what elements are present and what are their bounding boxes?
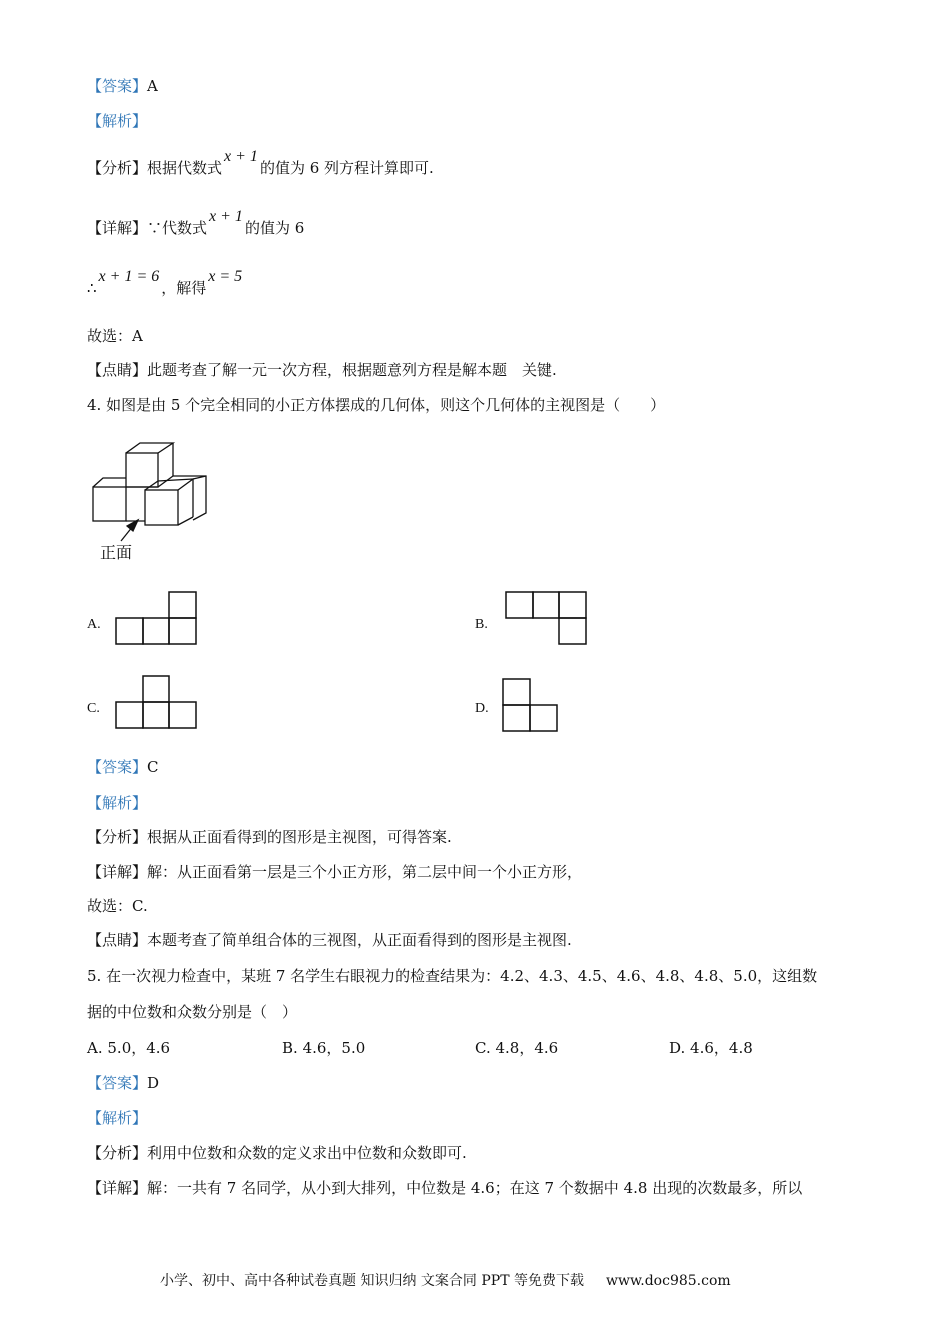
fenxi-text-post: 的值为 6 列方程计算即可. (259, 159, 434, 177)
dianjing-label: 【点睛】 (87, 931, 148, 949)
q3-xiangjie-line (87, 208, 305, 239)
q4-choice-line: 故选：C. (87, 897, 148, 915)
equation-1: x + 1 = 6 (98, 268, 160, 285)
math-expression: x + 1 (224, 148, 258, 165)
q5-question-line-2: 据的中位数和众数分别是（ ） (87, 1003, 298, 1021)
option-c-shape[interactable] (115, 674, 199, 730)
answer-value: D (147, 1074, 160, 1092)
front-label: 正面 (100, 543, 133, 562)
fenxi-label: 【分析】 (87, 1144, 148, 1162)
option-value: 4.6，5.0 (302, 1039, 366, 1057)
option-a-label[interactable]: A. (87, 617, 101, 632)
answer-label: 【答案】 (87, 1074, 148, 1092)
option-label: D. (669, 1039, 686, 1057)
answer-value: C (147, 758, 159, 776)
equation-2: x = 5 (208, 268, 243, 285)
q3-dianjing-line (87, 360, 557, 380)
option-b-shape[interactable] (505, 590, 589, 646)
q5-answer-line (87, 1073, 159, 1093)
fenxi-text-pre: 根据代数式 (147, 159, 223, 177)
q5-option-d[interactable] (669, 1038, 753, 1058)
q5-option-b[interactable] (282, 1038, 365, 1058)
option-label: B. (282, 1039, 298, 1057)
xiangjie-label: 【详解】 (87, 863, 148, 881)
therefore-symbol: ∴ (87, 279, 97, 297)
analysis-label: 【解析】 (87, 1109, 148, 1127)
option-value: 5.0，4.6 (107, 1039, 171, 1057)
analysis-label: 【解析】 (87, 112, 148, 130)
xiangjie-text-pre: ∵代数式 (147, 219, 208, 237)
option-c-label[interactable]: C. (87, 701, 100, 716)
xiangjie-label: 【详解】 (87, 219, 148, 237)
xiangjie-text: 解：一共有 7 名同学，从小到大排列，中位数是 4.6；在这 7 个数据中 4.8 出现的次数最多，所以 (147, 1179, 803, 1197)
q3-analysis-heading (87, 111, 147, 131)
answer-label: 【答案】 (87, 77, 148, 95)
xiangjie-text: 解：从正面看第一层是三个小正方形，第二层中间一个小正方形， (147, 863, 583, 881)
dianjing-text: 本题考查了简单组合体的三视图，从正面看得到的图形是主视图. (147, 931, 572, 949)
fenxi-text: 利用中位数和众数的定义求出中位数和众数即可. (147, 1144, 467, 1162)
q3-solution-line (87, 268, 244, 299)
option-d-shape[interactable] (502, 677, 560, 733)
answer-value: A (147, 77, 158, 95)
footer-text: 小学、初中、高中各种试卷真题 知识归纳 文案合同 PPT 等免费下载 (160, 1273, 584, 1289)
q3-answer-line (87, 76, 158, 96)
q5-option-a[interactable] (87, 1038, 170, 1058)
answer-label: 【答案】 (87, 758, 148, 776)
option-label: C. (475, 1039, 491, 1057)
dianjing-text: 此题考查了解一元一次方程，根据题意列方程是解本题 关键. (147, 361, 557, 379)
page-footer (160, 1270, 731, 1290)
math-expression: x + 1 (209, 208, 243, 225)
q3-fenxi-line (87, 148, 434, 179)
q4-fenxi-line (87, 827, 452, 847)
q5-fenxi-line (87, 1143, 467, 1163)
fenxi-text: 根据从正面看得到的图形是主视图，可得答案. (147, 828, 452, 846)
q3-choice-line: 故选：A (87, 327, 143, 345)
q5-analysis-heading (87, 1108, 147, 1128)
option-d-label[interactable]: D. (475, 701, 489, 716)
q4-analysis-heading (87, 793, 147, 813)
q4-xiangjie-line (87, 862, 582, 882)
xiangjie-label: 【详解】 (87, 1179, 148, 1197)
fenxi-label: 【分析】 (87, 159, 148, 177)
solve-text: ，解得 (161, 279, 207, 297)
q4-answer-line (87, 757, 159, 777)
q4-question: 4. 如图是由 5 个完全相同的小正方体摆成的几何体，则这个几何体的主视图是（ ） (87, 396, 666, 414)
dianjing-label: 【点睛】 (87, 361, 148, 379)
fenxi-label: 【分析】 (87, 828, 148, 846)
option-b-label[interactable]: B. (475, 617, 488, 632)
option-value: 4.6，4.8 (690, 1039, 753, 1057)
option-a-shape[interactable] (115, 590, 199, 646)
q5-option-c[interactable] (475, 1038, 558, 1058)
option-value: 4.8，4.6 (495, 1039, 559, 1057)
q5-question-line-1: 5. 在一次视力检查中，某班 7 名学生右眼视力的检查结果为：4.2、4.3、4.5、4.6、4.8、4.8、5.0，这组数 (87, 967, 818, 985)
xiangjie-text-post: 的值为 6 (244, 219, 305, 237)
footer-url-link[interactable]: www.doc985.com (605, 1273, 731, 1289)
analysis-label: 【解析】 (87, 794, 148, 812)
q5-xiangjie-line (87, 1178, 802, 1198)
q4-dianjing-line (87, 930, 572, 950)
option-label: A. (87, 1039, 103, 1057)
